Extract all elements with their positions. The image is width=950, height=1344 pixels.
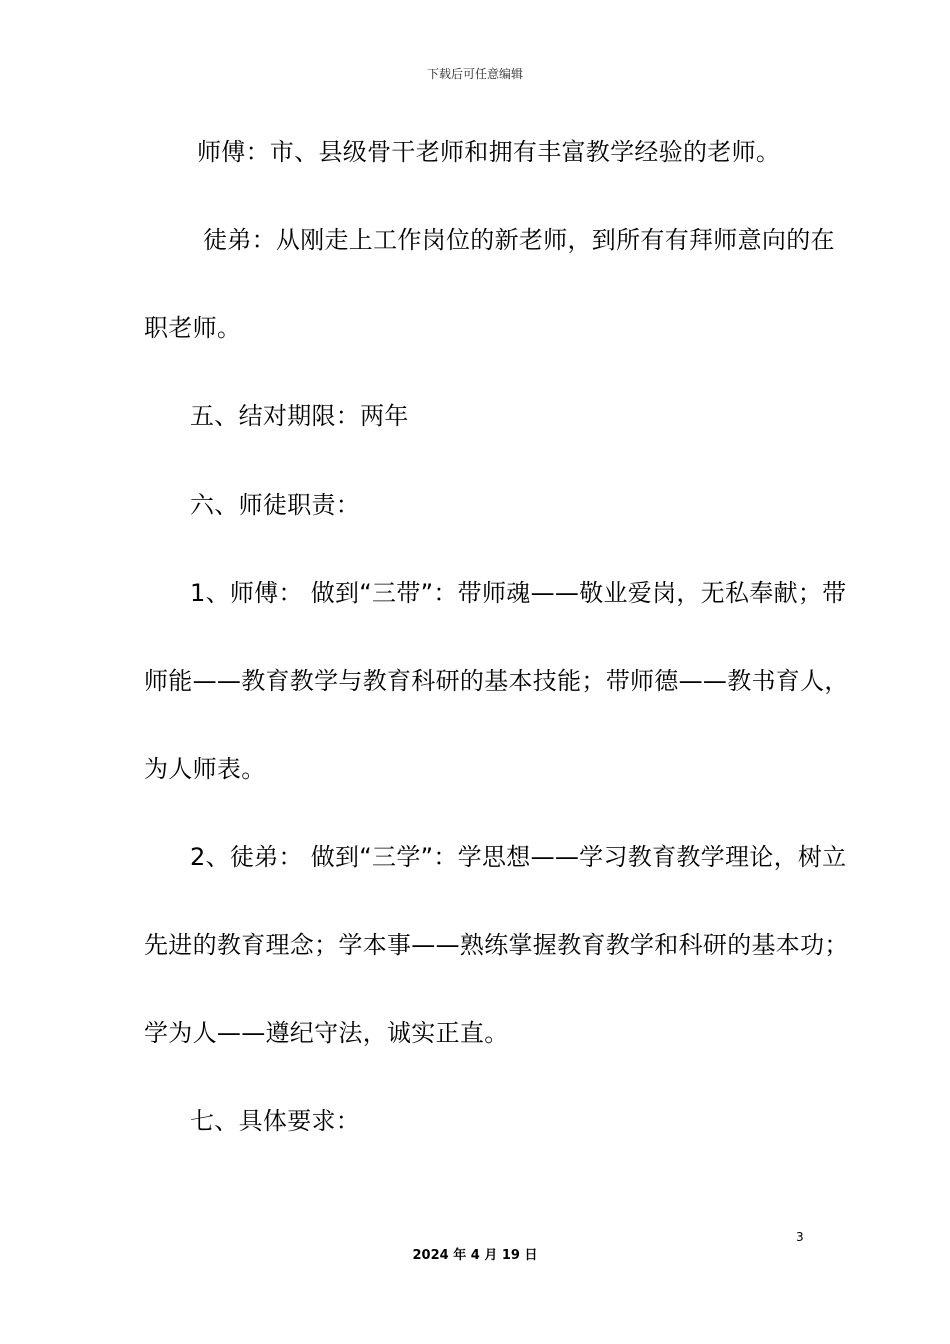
section-heading: 七、具体要求： bbox=[190, 1107, 361, 1135]
paragraph-line: 职老师。 bbox=[144, 314, 242, 342]
page-footer-date: 2024 年 4 月 19 日 bbox=[412, 1248, 538, 1263]
paragraph-line: 1、师傅： 做到“三带”：带师魂——敬业爱岗，无私奉献；带 bbox=[190, 579, 847, 607]
paragraph-line: 学为人——遵纪守法，诚实正直。 bbox=[144, 1019, 509, 1047]
paragraph-line: 师傅：市、县级骨干老师和拥有丰富教学经验的老师。 bbox=[197, 138, 781, 166]
paragraph-line: 徒弟：从刚走上工作岗位的新老师，到所有有拜师意向的在 bbox=[203, 226, 835, 254]
paragraph-line: 先进的教育理念；学本事——熟练掌握教育教学和科研的基本功； bbox=[144, 931, 849, 959]
section-heading: 五、结对期限：两年 bbox=[190, 402, 409, 430]
paragraph-line: 为人师表。 bbox=[144, 755, 266, 783]
page-header: 下载后可任意编辑 bbox=[426, 67, 523, 81]
paragraph-line: 师能——教育教学与教育科研的基本技能；带师德——教书育人， bbox=[144, 667, 849, 695]
paragraph-line: 2、徒弟： 做到“三学”：学思想——学习教育教学理论，树立 bbox=[190, 843, 847, 871]
section-heading: 六、师徒职责： bbox=[190, 491, 361, 519]
page-number: 3 bbox=[796, 1230, 804, 1244]
